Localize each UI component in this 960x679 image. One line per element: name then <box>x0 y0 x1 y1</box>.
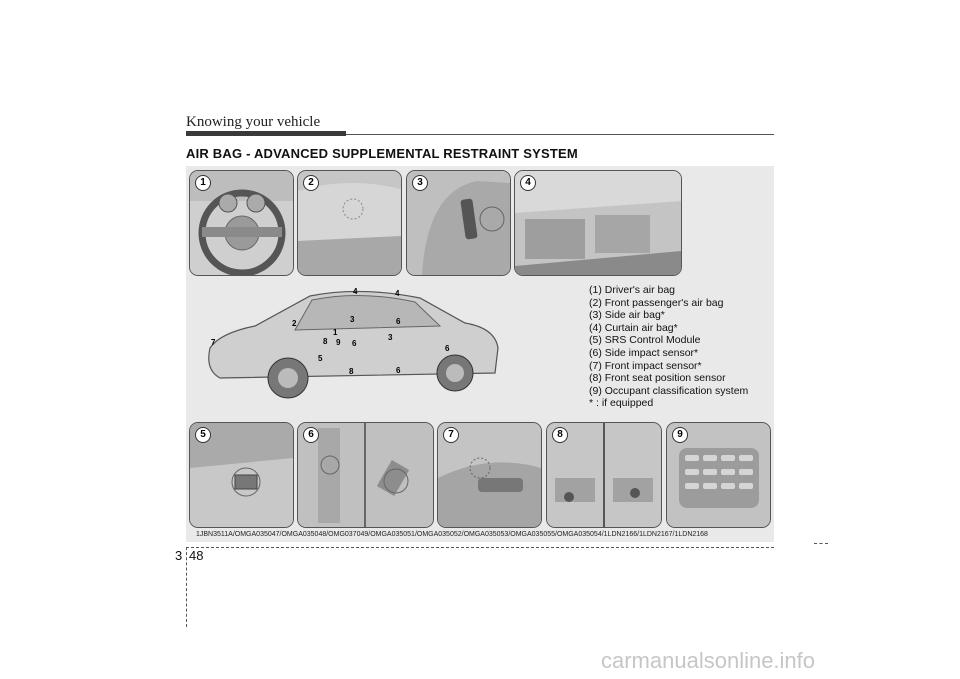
airbag-legend <box>589 284 748 410</box>
callout-label: 3 <box>350 315 355 324</box>
driver-airbag-image <box>189 170 294 276</box>
legend-item: (7) Front impact sensor* <box>589 359 702 372</box>
figure-number-badge: 9 <box>672 427 688 443</box>
callout-label: 4 <box>395 289 400 298</box>
footer-margin-rule <box>186 547 187 627</box>
curtain-airbag-image <box>514 170 682 276</box>
header-rule <box>186 131 346 136</box>
page-number: 48 <box>189 548 204 563</box>
section-title: AIR BAG - ADVANCED SUPPLEMENTAL RESTRAINT SYSTEM <box>186 146 578 161</box>
legend-item: (1) Driver's air bag <box>589 284 676 296</box>
footer-rule <box>186 547 774 548</box>
chapter-number: 3 <box>175 548 183 563</box>
header-title: Knowing your vehicle <box>186 114 321 130</box>
callout-label: 8 <box>349 367 354 376</box>
callout-label: 5 <box>318 354 323 363</box>
occupant-classification-image <box>666 422 771 528</box>
side-airbag-image <box>406 170 511 276</box>
figure-number-badge: 1 <box>195 175 211 191</box>
callout-label: 6 <box>396 317 401 326</box>
side-impact-sensor-image <box>297 422 434 528</box>
vehicle-illustration <box>200 278 500 403</box>
callout-label: 9 <box>336 338 341 347</box>
image-codes: 1JBN3511A/OMGA035047/OMGA035048/OMG037049/OMGA035051/OMGA035052/OMGA035053/OMGA035055/OMGA035054/1LDN2166/1LDN2167/1LDN2168 <box>196 531 708 538</box>
legend-item: (2) Front passenger's air bag <box>589 296 724 309</box>
front-impact-sensor-image <box>437 422 542 528</box>
seat-position-sensor-image <box>546 422 662 528</box>
legend-item: (6) Side impact sensor* <box>589 346 699 359</box>
figure-number-badge: 8 <box>552 427 568 443</box>
legend-item: (9) Occupant classification system <box>589 384 749 397</box>
callout-label: 2 <box>292 319 297 328</box>
legend-item: (5) SRS Control Module <box>589 334 701 347</box>
legend-footnote: * : if equipped <box>589 397 654 410</box>
callout-label: 3 <box>388 333 393 342</box>
passenger-airbag-image <box>297 170 402 276</box>
header-rule-thin <box>346 134 774 135</box>
callout-label: 4 <box>353 287 358 296</box>
figure-number-badge: 7 <box>443 427 459 443</box>
figure-number-badge: 6 <box>303 427 319 443</box>
callout-label: 6 <box>445 344 450 353</box>
callout-label: 6 <box>352 339 357 348</box>
figure-number-badge: 5 <box>195 427 211 443</box>
callout-label: 8 <box>323 337 328 346</box>
footer-tick <box>814 543 828 544</box>
figure-number-badge: 4 <box>520 175 536 191</box>
callout-label: 7 <box>211 338 216 347</box>
legend-item: (3) Side air bag* <box>589 309 665 322</box>
watermark: carmanualsonline.info <box>601 648 816 673</box>
figure-number-badge: 3 <box>412 175 428 191</box>
callout-label: 6 <box>396 366 401 375</box>
srs-module-image <box>189 422 294 528</box>
legend-item: (8) Front seat position sensor <box>589 372 726 385</box>
callout-label: 1 <box>333 328 338 337</box>
figure-number-badge: 2 <box>303 175 319 191</box>
legend-item: (4) Curtain air bag* <box>589 321 678 334</box>
